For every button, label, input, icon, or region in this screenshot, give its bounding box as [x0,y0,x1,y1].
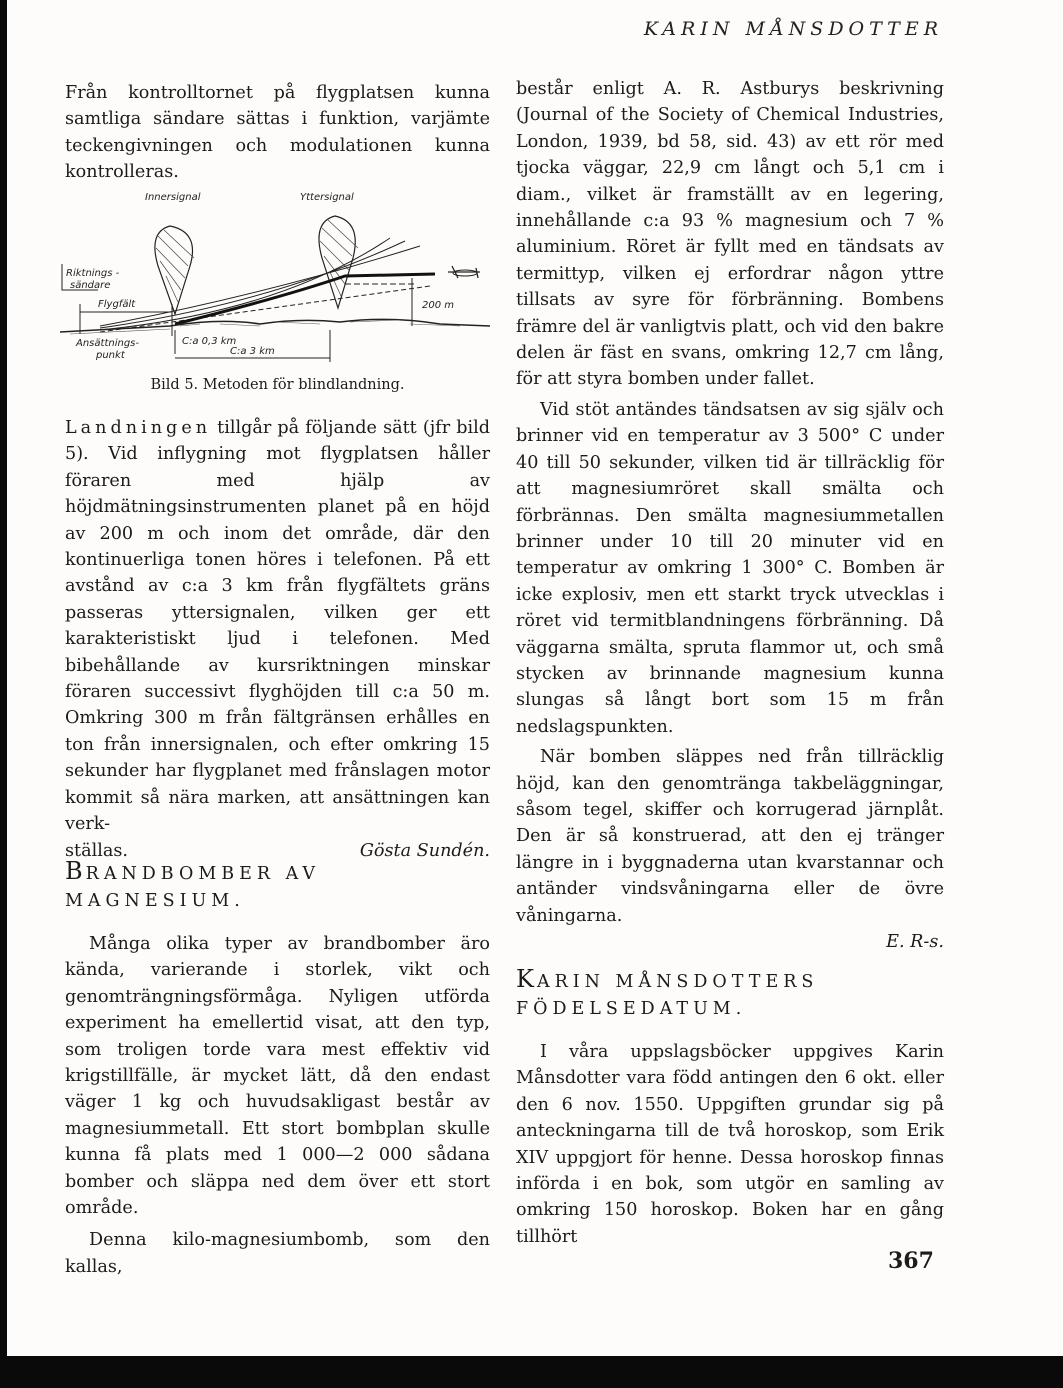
label-riktnings: Riktnings - [66,268,120,279]
intro-paragraph: Från kontrolltornet på flygplatsen kunna samtliga sändare sättas i funktion, varjämte teckengivningen och modulationen kunna kontrolleras. [65,83,490,183]
karin-heading-initial: K [516,965,537,993]
heading-initial: B [65,857,86,885]
karin-heading [516,966,944,1023]
scan-border-bottom [0,1356,1063,1388]
label-punkt: punkt [96,350,125,361]
right-column [516,76,944,955]
label-yttersignal: Yttersignal [300,192,354,203]
right-paragraph-2: Vid stöt antändes tändsatsen av sig själv och brinner vid en temperatur av 3 500° C under 40 till 50 sekunder, vilken tid är tillräcklig för att magnesiumröret skall smälta och förbrännas. Den smälta magnesiummetallen brinner under 10 till 20 minuter vid en temperatur av omkring 1 300° C. Bomben är icke explosiv, men ett starkt tryck utvecklas i röret vid termitblandningens förbränning. Då väggarna smälta, spruta flammor ut, och små stycken av brinnande magnesium kunna slungas så långt bort som 15 m från nedslagspunkten. [516,399,944,737]
label-innersignal: Innersignal [145,192,201,203]
right-signature: E. R-s. [886,932,944,952]
heading-rest: RANDBOMBER AV MAGNESIUM. [65,864,321,911]
outer-lobe-hatching [320,220,358,296]
landing-last-word: ställas. [65,840,128,861]
right-paragraph-1: består enligt A. R. Astburys beskrivning (Journal of the Society of Chemical Industries, London, 1939, bd 58, sid. 43) av ett rör med tjocka väggar, 22,9 cm långt och 5,1 cm i diam., vilket är framställt av en legering, innehållande c:a 93 % magnesium och 7 % aluminium. Röret är fyllt med en tändsats av termittyp, vilken ej erfordrar någon yttre tillsats av syre för förbränning. Bombens främre del är vanligtvis platt, och vid den bakre delen är fäst en svans, omkring 12,7 cm lång, för att styra bomben under fallet. [516,79,944,390]
brandbomber-paragraph-2: Denna kilo-magnesiumbomb, som den kallas, [65,1230,490,1277]
label-ansattnings: Ansättnings- [76,338,139,349]
landing-section [65,415,490,864]
scan-border-left [0,0,7,1388]
author-signature: Gösta Sundén. [359,840,490,861]
landing-lead: Landningen [65,418,212,438]
karin-heading-rest: ARIN MÅNSDOTTERS FÖDELSEDATUM. [516,972,819,1019]
blind-landing-diagram [60,186,500,386]
karin-section [516,966,944,1250]
label-ca-03km: C:a 0,3 km [182,336,237,347]
karin-paragraph-1: I våra uppslagsböcker uppgives Karin Månsdotter vara född antingen den 6 okt. eller den 6 nov. 1550. Uppgiften grundar sig på anteckningarna till de två horoskop, som Erik XIV uppgjort för henne. Dessa horoskop finnas införda i en bok, som utgör en samling av omkring 150 horoskop. Boken har en gång tillhört [516,1042,944,1247]
figure-caption: Bild 5. Metoden för blindlandning. [150,377,405,393]
label-sandare: sändare [70,280,111,291]
airplane-icon [448,266,480,278]
landing-text: tillgår på följande sätt (jfr bild 5). Vid inflygning mot flygplatsen håller föraren med hjälp av höjdmätningsinstrumenten planet på en höjd av 200 m och inom det område, där den kontinuerliga tonen höres i telefonen. På ett avstånd av c:a 3 km från flygfältets gräns passeras yttersignalen, vilken ger ett karakteristiskt ljud i telefonen. Med bibehållande av kursriktningen minskar föraren successivt flyghöjden till c:a 50 m. Omkring 300 m från fältgränsen erhålles en ton från innersignalen, och efter omkring 15 sekunder har flygplanet med frånslagen motor kommit så nära marken, att ansättningen kan verk- [65,418,490,835]
right-paragraph-3: När bomben släppes ned från tillräcklig höjd, kan den genomtränga takbeläggningar, såsom tegel, skiffer och korrugerad järnplåt. Den är så konstruerad, att den ej tränger längre in i byggnaderna utan kvarstannar och antänder vindsvåningarna eller de övre våningarna. [516,747,944,926]
beam-line-1 [100,246,420,326]
page-number: 367 [888,1248,934,1274]
figure-caption-block [65,372,490,398]
running-header: KARIN MÅNSDOTTER [643,18,943,40]
brandbomber-heading [65,858,490,915]
label-ca-3km: C:a 3 km [230,346,275,357]
label-200m: 200 m [422,300,455,311]
label-flygfalt: Flygfält [98,299,136,310]
brandbomber-paragraph-1: Många olika typer av brandbomber äro kända, varierande i storlek, vikt och genomträngningsförmåga. Nyligen utförda experiment ha emellertid visat, att den typ, som troligen torde vara mest effektiv vid krigstillfälle, är mycket lätt, då den endast väger 1 kg och huvudsakligast består av magnesiummetall. Ett stort bombplan skulle kunna få plats med 1 000—2 000 sådana bomber och släppa ned dem över ett stort område. [65,934,490,1219]
inner-lobe-hatching [156,230,194,302]
left-intro [65,80,490,186]
brandbomber-section [65,858,490,1280]
landing-paragraph [65,415,490,838]
